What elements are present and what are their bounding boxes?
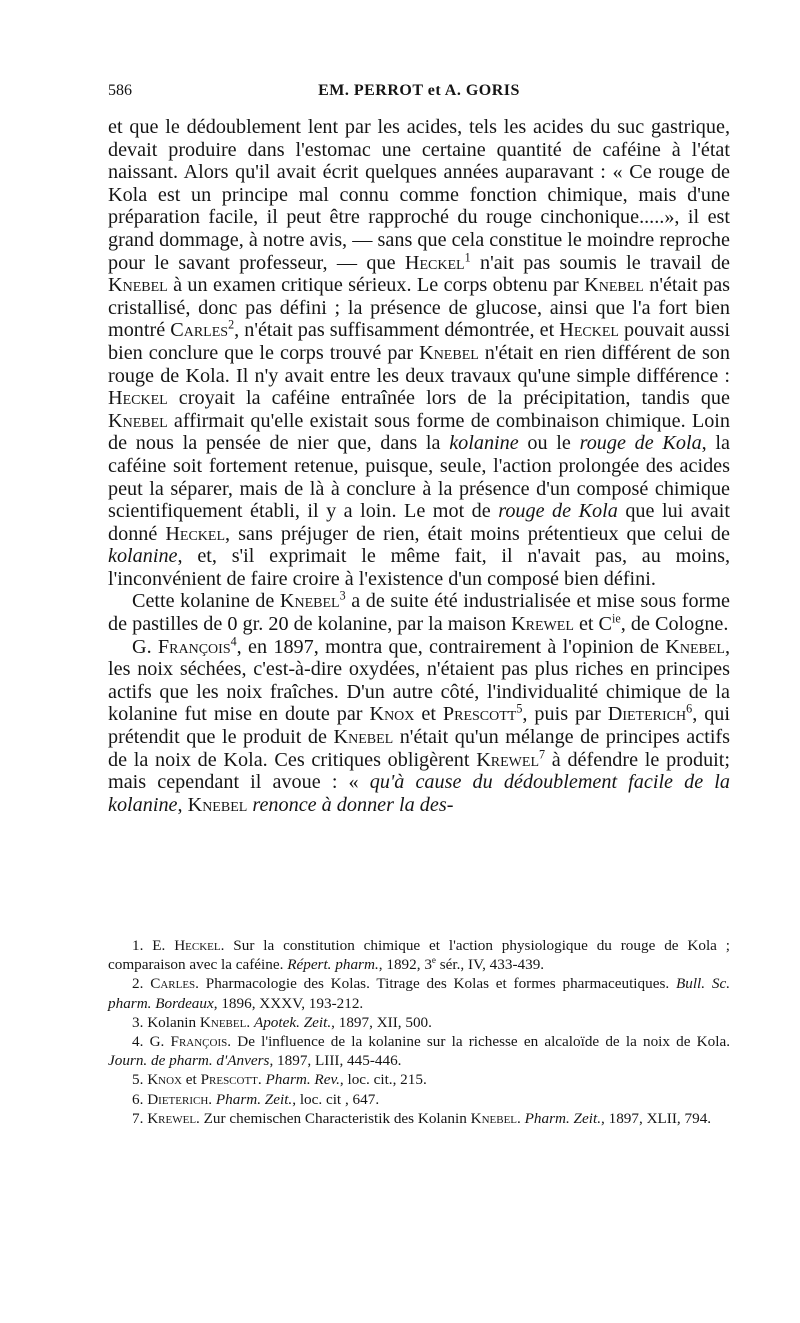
text-run: , 1897, XLII, 794. — [601, 1109, 712, 1127]
author-name: Knebel. — [470, 1109, 521, 1127]
author-name: Krewel. — [147, 1109, 200, 1127]
footnote-4 — [108, 1032, 730, 1070]
footnote-ref: 2 — [228, 317, 235, 332]
footnote-number: 4. G. — [132, 1033, 171, 1051]
author-name: Knebel — [108, 274, 168, 297]
running-title: EM. PERROT et A. GORIS — [318, 82, 520, 99]
journal-title: Journ. de pharm. d'Anvers — [108, 1052, 270, 1070]
running-header — [108, 82, 730, 104]
author-name: Knox — [147, 1071, 182, 1089]
text-run: pouvait aussi bien conclure que le corps trouvé par — [108, 319, 730, 364]
text-run: , la caféine soit fortement retenue, puisque, seule, l'action prolongée des acides peut la séparer, mais de là à conclure à la présence d'un composé chimique scientifiquement établi, il y a loin. Le mot de — [108, 432, 730, 523]
text-run: n'ait pas soumis le travail de — [470, 251, 730, 274]
footnote-number: 3. Kolanin — [132, 1013, 200, 1031]
page-number: 586 — [108, 82, 132, 99]
text-run: , n'était pas suffisamment démontrée, et — [234, 319, 560, 342]
footnote-5 — [108, 1070, 730, 1089]
author-name: Carles — [170, 319, 229, 342]
text-run: Zur chemischen Characteristik des Kolanin — [199, 1109, 471, 1127]
author-name: Heckel — [559, 319, 619, 342]
italic-term: rouge de Kola — [579, 432, 702, 455]
author-name: François. — [170, 1033, 232, 1051]
paragraph-2 — [108, 590, 730, 635]
author-name: Knebel — [665, 635, 725, 658]
text-run: n'était pas cristallisé, donc pas défini ; la présence de glucose, ainsi que l'a fort bien montré — [108, 274, 731, 342]
paragraph-1 — [108, 116, 730, 590]
text-run: , puis par — [522, 703, 608, 726]
footnote-3 — [108, 1013, 730, 1032]
text-run: et — [414, 703, 443, 726]
journal-title: Apotek. Zeit. — [253, 1013, 332, 1031]
author-name: Krewel — [476, 748, 540, 771]
text-run: , de Cologne. — [620, 613, 729, 636]
journal-title: Pharm. Rev. — [265, 1071, 340, 1089]
text-run: à défendre le produit; mais cependant il avoue : « — [108, 748, 730, 794]
text-run: affirmait qu'elle existait sous forme de combinaison chimique. Loin de nous la pensée de nier que, dans la — [108, 409, 730, 455]
text-run: , 1897, LIII, 445-446. — [269, 1052, 402, 1070]
text-run: et que le dédoublement lent par les acides, tels les acides du suc gastrique, devait produire dans l'estomac une certaine quantité de caféine à l'état naissant. Alors qu'il avait écrit quelques années auparavant : « Ce rouge de Kola est un principe mal connu comme fonction chimique, mais d'une préparation facile, il peut être rapproché du rouge cinchonique.....», il est grand dommage, à notre avis, — sans que cela constitue le moindre reproche pour le savant professeur, — que — [108, 116, 730, 274]
text-run: à un examen critique sérieux. Le corps obtenu par — [167, 274, 585, 297]
footnote-ref: 3 — [339, 588, 346, 603]
text-run: , sans préjuger de rien, était moins prétentieux que celui de — [225, 522, 730, 545]
journal-title: Répert. pharm. — [287, 956, 379, 974]
text-run: ou le — [518, 432, 580, 455]
author-name: Krewel — [511, 613, 574, 636]
journal-title: Bull. Sc. pharm. Bordeaux — [108, 975, 730, 1012]
main-text — [108, 116, 730, 816]
footnote-ref: 1 — [464, 249, 471, 264]
author-name: François — [157, 635, 231, 658]
italic-quote: renonce à donner la des- — [252, 793, 454, 816]
text-run: , — [177, 793, 188, 816]
author-name: Knebel — [584, 274, 644, 297]
text-run: , loc. cit , 647. — [292, 1090, 380, 1108]
author-name: Knebel — [419, 341, 479, 364]
journal-title: Pharm. Zeit. — [215, 1090, 293, 1108]
italic-term: rouge de Kola — [498, 500, 618, 523]
footnote-ref: 4 — [230, 633, 237, 648]
footnote-number: 7. — [132, 1109, 148, 1127]
text-run: et — [182, 1071, 201, 1089]
footnote-6 — [108, 1090, 730, 1109]
text-run: n'était en rien différent de son rouge de Kola. Il n'y avait entre les deux travaux qu'une simple différence : — [108, 341, 730, 387]
footnotes — [108, 936, 730, 1128]
footnote-number: 6. — [132, 1090, 148, 1108]
author-name: Prescott — [442, 703, 517, 726]
author-name: Dieterich — [607, 703, 687, 726]
superscript: e — [431, 955, 436, 966]
footnote-ref: 7 — [539, 746, 546, 761]
superscript: ie — [612, 611, 621, 626]
author-name: Dieterich. — [147, 1090, 213, 1108]
text-run: G. — [132, 635, 158, 658]
text-run: que lui avait donné — [108, 500, 730, 545]
footnote-ref: 5 — [516, 701, 523, 716]
text-run: croyait la caféine entraînée lors de la précipitation, tandis que — [167, 387, 730, 410]
italic-term: kolanine — [108, 545, 178, 568]
author-name: Knox — [369, 703, 415, 726]
text-run: , 1897, XII, 500. — [331, 1013, 432, 1031]
author-name: Knebel — [333, 726, 394, 749]
text-run: , loc. cit., 215. — [339, 1071, 427, 1089]
paragraph-3 — [108, 633, 731, 817]
author-name: Heckel — [108, 387, 168, 410]
text-run: , et, s'il exprimait le même fait, il n'avait pas, au moins, l'inconvénient de faire croire à l'existence d'un composé bien défini. — [108, 545, 730, 590]
italic-term: kolanine — [449, 432, 519, 455]
text-run: et C — [573, 613, 613, 636]
author-name: Knebel — [108, 409, 168, 432]
footnote-number: 2. — [132, 975, 151, 993]
journal-title: Pharm. Zeit. — [524, 1109, 601, 1127]
text-run: , qui prétendit que le produit de — [108, 703, 730, 749]
author-name: Knebel — [279, 590, 340, 613]
author-name: Heckel — [165, 522, 226, 545]
text-run: De l'influence de la kolanine sur la richesse en alcaloïde de la noix de Kola. — [231, 1033, 730, 1051]
text-run: Sur la constitution chimique et l'action physiologique du rouge de Kola ; comparaison avec la caféine. — [108, 937, 730, 974]
footnote-2 — [108, 974, 730, 1012]
footnote-1 — [108, 936, 730, 974]
footnote-ref: 6 — [686, 701, 693, 716]
author-name: Heckel — [404, 251, 465, 274]
author-name: Knebel — [187, 793, 248, 816]
text-run: sér., IV, 433-439. — [435, 956, 545, 974]
text-run: , les noix séchées, c'est-à-dire oxydées, n'étaient pas plus riches en principes actifs que les noix fraîches. D'un autre côté, l'individualité chimique de la kolanine fut mise en doute par — [108, 635, 730, 726]
text-run: Cette kolanine de — [132, 590, 280, 613]
author-name: Carles. — [150, 975, 199, 993]
footnote-number: 5. — [132, 1071, 148, 1089]
author-name: Knebel. — [199, 1013, 251, 1031]
text-run: a de suite été industrialisée et mise sous forme de pastilles de 0 gr. 20 de kolanine, par la maison — [108, 590, 731, 636]
footnote-number: 1. E. — [132, 937, 175, 954]
text-run: n'était qu'un mélange de principes actifs de la noix de Kola. Ces critiques obligèrent — [108, 726, 731, 771]
author-name: Prescott. — [200, 1071, 262, 1089]
footnote-7 — [108, 1109, 730, 1128]
text-run: , 1896, XXXV, 193-212. — [213, 994, 364, 1012]
author-name: Heckel. — [174, 937, 225, 954]
text-run: , en 1897, montra que, contrairement à l'opinion de — [236, 635, 666, 658]
text-run: , 1892, 3 — [378, 956, 432, 974]
italic-quote: qu'à cause du dédoublement facile de la kolanine — [108, 771, 731, 816]
text-run: Pharmacologie des Kolas. Titrage des Kolas et formes pharmaceutiques. — [198, 975, 676, 993]
